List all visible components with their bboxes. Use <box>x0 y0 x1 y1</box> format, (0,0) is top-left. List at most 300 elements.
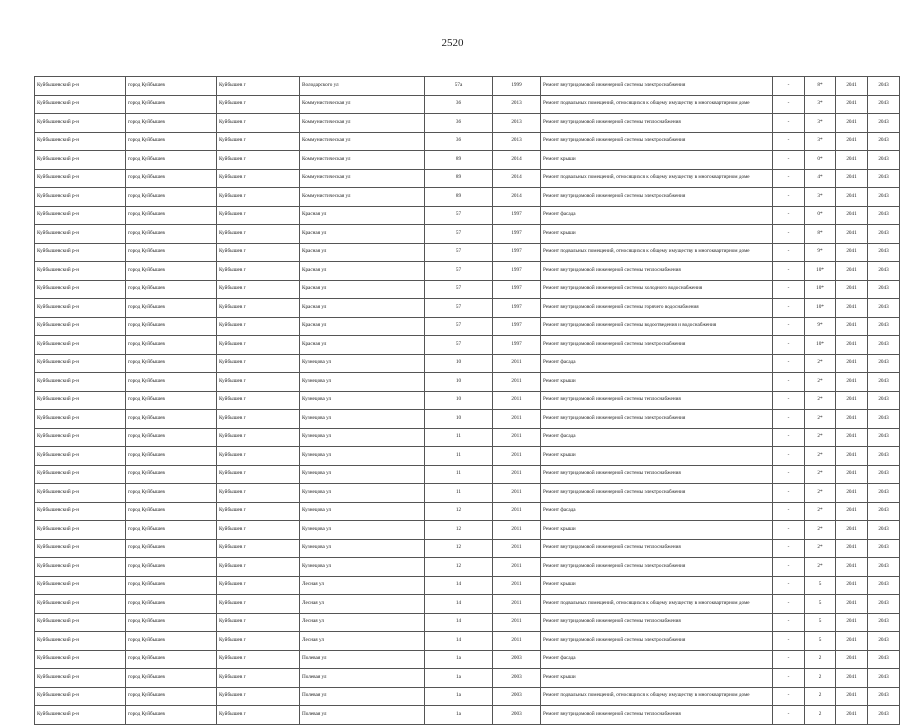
street-cell: Красная ул <box>300 299 425 318</box>
work-type-cell: Ремонт внутридомовой инженерной системы электроснабжения <box>541 410 773 429</box>
work-type-cell: Ремонт крыши <box>541 447 773 466</box>
house-number-cell: 10 <box>425 410 493 429</box>
city-district-cell: город Куйбышев <box>126 632 217 651</box>
house-number-cell: 11 <box>425 465 493 484</box>
build-year-cell: 2011 <box>493 558 541 577</box>
term-cell: 2* <box>805 447 836 466</box>
house-number-cell: 57 <box>425 243 493 262</box>
term-cell: 8* <box>805 77 836 96</box>
street-cell: Кузнецова ул <box>300 465 425 484</box>
work-type-cell: Ремонт внутридомовой инженерной системы электроснабжения <box>541 484 773 503</box>
house-number-cell: 57 <box>425 225 493 244</box>
street-cell: Красная ул <box>300 243 425 262</box>
dash-cell: - <box>773 484 805 503</box>
municipality-cell: Куйбышевский р-н <box>35 669 126 688</box>
street-cell: Кузнецова ул <box>300 558 425 577</box>
period-start-cell: 2041 <box>836 706 868 725</box>
locality-cell: Куйбышев г <box>217 391 300 410</box>
work-type-cell: Ремонт внутридомовой инженерной системы теплоснабжения <box>541 114 773 133</box>
dash-cell: - <box>773 262 805 281</box>
period-start-cell: 2041 <box>836 114 868 133</box>
period-start-cell: 2041 <box>836 576 868 595</box>
work-type-cell: Ремонт внутридомовой инженерной системы электроснабжения <box>541 132 773 151</box>
period-start-cell: 2041 <box>836 354 868 373</box>
municipality-cell: Куйбышевский р-н <box>35 502 126 521</box>
period-end-cell: 2043 <box>868 77 900 96</box>
period-end-cell: 2043 <box>868 410 900 429</box>
period-start-cell: 2041 <box>836 373 868 392</box>
city-district-cell: город Куйбышев <box>126 687 217 706</box>
build-year-cell: 2011 <box>493 613 541 632</box>
term-cell: 2* <box>805 373 836 392</box>
build-year-cell: 1997 <box>493 280 541 299</box>
dash-cell: - <box>773 169 805 188</box>
build-year-cell: 2014 <box>493 188 541 207</box>
table-row <box>35 243 900 262</box>
build-year-cell: 2013 <box>493 95 541 114</box>
term-cell: 2* <box>805 465 836 484</box>
city-district-cell: город Куйбышев <box>126 669 217 688</box>
dash-cell: - <box>773 706 805 725</box>
city-district-cell: город Куйбышев <box>126 706 217 725</box>
build-year-cell: 1997 <box>493 206 541 225</box>
period-end-cell: 2043 <box>868 280 900 299</box>
locality-cell: Куйбышев г <box>217 243 300 262</box>
street-cell: Лесная ул <box>300 595 425 614</box>
street-cell: Коммунистическая ул <box>300 95 425 114</box>
street-cell: Володарского ул <box>300 77 425 96</box>
table-row <box>35 502 900 521</box>
city-district-cell: город Куйбышев <box>126 539 217 558</box>
street-cell: Красная ул <box>300 336 425 355</box>
work-type-cell: Ремонт фасада <box>541 206 773 225</box>
period-start-cell: 2041 <box>836 613 868 632</box>
build-year-cell: 2014 <box>493 169 541 188</box>
table-row <box>35 151 900 170</box>
dash-cell: - <box>773 428 805 447</box>
house-number-cell: 57 <box>425 299 493 318</box>
work-type-cell: Ремонт внутридомовой инженерной системы теплоснабжения <box>541 465 773 484</box>
period-end-cell: 2043 <box>868 447 900 466</box>
municipality-cell: Куйбышевский р-н <box>35 687 126 706</box>
period-start-cell: 2041 <box>836 669 868 688</box>
house-number-cell: 89 <box>425 169 493 188</box>
build-year-cell: 1997 <box>493 243 541 262</box>
period-end-cell: 2043 <box>868 613 900 632</box>
municipality-cell: Куйбышевский р-н <box>35 576 126 595</box>
table-row <box>35 613 900 632</box>
municipality-cell: Куйбышевский р-н <box>35 132 126 151</box>
build-year-cell: 2011 <box>493 354 541 373</box>
period-end-cell: 2043 <box>868 484 900 503</box>
period-start-cell: 2041 <box>836 428 868 447</box>
work-type-cell: Ремонт внутридомовой инженерной системы электроснабжения <box>541 77 773 96</box>
work-type-cell: Ремонт внутридомовой инженерной системы водоотведения и водоснабжения <box>541 317 773 336</box>
build-year-cell: 2011 <box>493 391 541 410</box>
term-cell: 2* <box>805 354 836 373</box>
dash-cell: - <box>773 669 805 688</box>
term-cell: 3* <box>805 95 836 114</box>
street-cell: Кузнецова ул <box>300 447 425 466</box>
house-number-cell: 14 <box>425 613 493 632</box>
period-end-cell: 2043 <box>868 132 900 151</box>
work-type-cell: Ремонт фасада <box>541 428 773 447</box>
table-row <box>35 299 900 318</box>
period-start-cell: 2041 <box>836 502 868 521</box>
term-cell: 5 <box>805 632 836 651</box>
city-district-cell: город Куйбышев <box>126 77 217 96</box>
locality-cell: Куйбышев г <box>217 299 300 318</box>
build-year-cell: 1999 <box>493 77 541 96</box>
locality-cell: Куйбышев г <box>217 95 300 114</box>
street-cell: Полевая ул <box>300 706 425 725</box>
period-end-cell: 2043 <box>868 95 900 114</box>
municipality-cell: Куйбышевский р-н <box>35 428 126 447</box>
city-district-cell: город Куйбышев <box>126 114 217 133</box>
build-year-cell: 1997 <box>493 225 541 244</box>
house-number-cell: 11 <box>425 428 493 447</box>
dash-cell: - <box>773 132 805 151</box>
city-district-cell: город Куйбышев <box>126 243 217 262</box>
street-cell: Кузнецова ул <box>300 391 425 410</box>
locality-cell: Куйбышев г <box>217 650 300 669</box>
work-type-cell: Ремонт фасада <box>541 354 773 373</box>
work-type-cell: Ремонт крыши <box>541 576 773 595</box>
table-row <box>35 280 900 299</box>
build-year-cell: 1997 <box>493 299 541 318</box>
city-district-cell: город Куйбышев <box>126 595 217 614</box>
work-type-cell: Ремонт подвальных помещений, относящихся к общему имуществу в многоквартирном доме <box>541 595 773 614</box>
build-year-cell: 2011 <box>493 576 541 595</box>
term-cell: 2* <box>805 521 836 540</box>
dash-cell: - <box>773 317 805 336</box>
street-cell: Коммунистическая ул <box>300 114 425 133</box>
table-row <box>35 188 900 207</box>
city-district-cell: город Куйбышев <box>126 428 217 447</box>
municipality-cell: Куйбышевский р-н <box>35 151 126 170</box>
house-number-cell: 57 <box>425 280 493 299</box>
term-cell: 5 <box>805 576 836 595</box>
locality-cell: Куйбышев г <box>217 336 300 355</box>
work-type-cell: Ремонт фасада <box>541 650 773 669</box>
term-cell: 5 <box>805 595 836 614</box>
build-year-cell: 2011 <box>493 595 541 614</box>
municipality-cell: Куйбышевский р-н <box>35 558 126 577</box>
locality-cell: Куйбышев г <box>217 613 300 632</box>
dash-cell: - <box>773 336 805 355</box>
table-row <box>35 539 900 558</box>
municipality-cell: Куйбышевский р-н <box>35 77 126 96</box>
municipality-cell: Куйбышевский р-н <box>35 447 126 466</box>
table-row <box>35 206 900 225</box>
street-cell: Красная ул <box>300 262 425 281</box>
build-year-cell: 2011 <box>493 410 541 429</box>
dash-cell: - <box>773 613 805 632</box>
term-cell: 8* <box>805 225 836 244</box>
period-end-cell: 2043 <box>868 114 900 133</box>
register-table <box>34 76 900 725</box>
municipality-cell: Куйбышевский р-н <box>35 225 126 244</box>
municipality-cell: Куйбышевский р-н <box>35 410 126 429</box>
term-cell: 2 <box>805 650 836 669</box>
city-district-cell: город Куйбышев <box>126 484 217 503</box>
city-district-cell: город Куйбышев <box>126 576 217 595</box>
period-end-cell: 2043 <box>868 706 900 725</box>
house-number-cell: 57 <box>425 206 493 225</box>
locality-cell: Куйбышев г <box>217 502 300 521</box>
term-cell: 10* <box>805 262 836 281</box>
term-cell: 2* <box>805 428 836 447</box>
municipality-cell: Куйбышевский р-н <box>35 521 126 540</box>
work-type-cell: Ремонт внутридомовой инженерной системы электроснабжения <box>541 632 773 651</box>
period-end-cell: 2043 <box>868 391 900 410</box>
build-year-cell: 2003 <box>493 669 541 688</box>
dash-cell: - <box>773 632 805 651</box>
build-year-cell: 2011 <box>493 484 541 503</box>
house-number-cell: 57 <box>425 262 493 281</box>
street-cell: Красная ул <box>300 225 425 244</box>
locality-cell: Куйбышев г <box>217 354 300 373</box>
house-number-cell: 14 <box>425 576 493 595</box>
work-type-cell: Ремонт внутридомовой инженерной системы теплоснабжения <box>541 262 773 281</box>
city-district-cell: город Куйбышев <box>126 262 217 281</box>
build-year-cell: 2011 <box>493 465 541 484</box>
work-type-cell: Ремонт крыши <box>541 225 773 244</box>
street-cell: Кузнецова ул <box>300 410 425 429</box>
work-type-cell: Ремонт подвальных помещений, относящихся к общему имуществу в многоквартирном доме <box>541 169 773 188</box>
dash-cell: - <box>773 151 805 170</box>
build-year-cell: 2011 <box>493 373 541 392</box>
term-cell: 2* <box>805 410 836 429</box>
dash-cell: - <box>773 576 805 595</box>
city-district-cell: город Куйбышев <box>126 354 217 373</box>
street-cell: Лесная ул <box>300 632 425 651</box>
build-year-cell: 1997 <box>493 336 541 355</box>
street-cell: Кузнецова ул <box>300 484 425 503</box>
period-end-cell: 2043 <box>868 465 900 484</box>
work-type-cell: Ремонт внутридомовой инженерной системы электроснабжения <box>541 336 773 355</box>
period-end-cell: 2043 <box>868 317 900 336</box>
locality-cell: Куйбышев г <box>217 706 300 725</box>
city-district-cell: город Куйбышев <box>126 151 217 170</box>
period-end-cell: 2043 <box>868 632 900 651</box>
house-number-cell: 57 <box>425 336 493 355</box>
term-cell: 2* <box>805 391 836 410</box>
period-end-cell: 2043 <box>868 576 900 595</box>
street-cell: Лесная ул <box>300 613 425 632</box>
term-cell: 2 <box>805 669 836 688</box>
house-number-cell: 1а <box>425 650 493 669</box>
table-row <box>35 706 900 725</box>
period-start-cell: 2041 <box>836 336 868 355</box>
table-row <box>35 373 900 392</box>
table-row <box>35 484 900 503</box>
city-district-cell: город Куйбышев <box>126 336 217 355</box>
dash-cell: - <box>773 188 805 207</box>
period-start-cell: 2041 <box>836 317 868 336</box>
house-number-cell: 11 <box>425 484 493 503</box>
dash-cell: - <box>773 465 805 484</box>
city-district-cell: город Куйбышев <box>126 391 217 410</box>
period-end-cell: 2043 <box>868 669 900 688</box>
municipality-cell: Куйбышевский р-н <box>35 391 126 410</box>
street-cell: Полевая ул <box>300 687 425 706</box>
house-number-cell: 57 <box>425 317 493 336</box>
period-start-cell: 2041 <box>836 243 868 262</box>
table-row <box>35 632 900 651</box>
locality-cell: Куйбышев г <box>217 225 300 244</box>
period-start-cell: 2041 <box>836 410 868 429</box>
house-number-cell: 89 <box>425 151 493 170</box>
street-cell: Лесная ул <box>300 576 425 595</box>
work-type-cell: Ремонт внутридомовой инженерной системы электроснабжения <box>541 558 773 577</box>
table-row <box>35 317 900 336</box>
period-end-cell: 2043 <box>868 428 900 447</box>
period-end-cell: 2043 <box>868 206 900 225</box>
build-year-cell: 2011 <box>493 521 541 540</box>
period-end-cell: 2043 <box>868 650 900 669</box>
period-end-cell: 2043 <box>868 188 900 207</box>
table-row <box>35 576 900 595</box>
locality-cell: Куйбышев г <box>217 465 300 484</box>
term-cell: 0* <box>805 151 836 170</box>
term-cell: 2 <box>805 706 836 725</box>
build-year-cell: 2003 <box>493 687 541 706</box>
period-end-cell: 2043 <box>868 373 900 392</box>
locality-cell: Куйбышев г <box>217 114 300 133</box>
work-type-cell: Ремонт крыши <box>541 373 773 392</box>
locality-cell: Куйбышев г <box>217 188 300 207</box>
locality-cell: Куйбышев г <box>217 77 300 96</box>
term-cell: 2* <box>805 539 836 558</box>
street-cell: Кузнецова ул <box>300 502 425 521</box>
period-start-cell: 2041 <box>836 169 868 188</box>
work-type-cell: Ремонт внутридомовой инженерной системы теплоснабжения <box>541 706 773 725</box>
municipality-cell: Куйбышевский р-н <box>35 336 126 355</box>
table-row <box>35 114 900 133</box>
house-number-cell: 1а <box>425 669 493 688</box>
city-district-cell: город Куйбышев <box>126 373 217 392</box>
period-start-cell: 2041 <box>836 447 868 466</box>
city-district-cell: город Куйбышев <box>126 410 217 429</box>
term-cell: 2* <box>805 558 836 577</box>
municipality-cell: Куйбышевский р-н <box>35 299 126 318</box>
work-type-cell: Ремонт внутридомовой инженерной системы электроснабжения <box>541 188 773 207</box>
period-end-cell: 2043 <box>868 336 900 355</box>
term-cell: 2* <box>805 502 836 521</box>
street-cell: Красная ул <box>300 206 425 225</box>
table-row <box>35 410 900 429</box>
house-number-cell: 12 <box>425 558 493 577</box>
city-district-cell: город Куйбышев <box>126 465 217 484</box>
city-district-cell: город Куйбышев <box>126 317 217 336</box>
locality-cell: Куйбышев г <box>217 169 300 188</box>
city-district-cell: город Куйбышев <box>126 502 217 521</box>
municipality-cell: Куйбышевский р-н <box>35 484 126 503</box>
street-cell: Коммунистическая ул <box>300 188 425 207</box>
locality-cell: Куйбышев г <box>217 262 300 281</box>
dash-cell: - <box>773 354 805 373</box>
locality-cell: Куйбышев г <box>217 206 300 225</box>
period-start-cell: 2041 <box>836 77 868 96</box>
period-start-cell: 2041 <box>836 206 868 225</box>
period-start-cell: 2041 <box>836 132 868 151</box>
house-number-cell: 1а <box>425 706 493 725</box>
dash-cell: - <box>773 558 805 577</box>
term-cell: 0* <box>805 206 836 225</box>
table-row <box>35 262 900 281</box>
period-end-cell: 2043 <box>868 687 900 706</box>
period-end-cell: 2043 <box>868 558 900 577</box>
period-start-cell: 2041 <box>836 595 868 614</box>
term-cell: 2* <box>805 484 836 503</box>
locality-cell: Куйбышев г <box>217 595 300 614</box>
house-number-cell: 57а <box>425 77 493 96</box>
house-number-cell: 1а <box>425 687 493 706</box>
period-start-cell: 2041 <box>836 650 868 669</box>
work-type-cell: Ремонт внутридомовой инженерной системы холодного водоснабжения <box>541 280 773 299</box>
municipality-cell: Куйбышевский р-н <box>35 188 126 207</box>
table-row <box>35 465 900 484</box>
period-end-cell: 2043 <box>868 539 900 558</box>
build-year-cell: 2011 <box>493 447 541 466</box>
street-cell: Красная ул <box>300 317 425 336</box>
term-cell: 10* <box>805 336 836 355</box>
term-cell: 10* <box>805 280 836 299</box>
city-district-cell: город Куйбышев <box>126 95 217 114</box>
period-start-cell: 2041 <box>836 521 868 540</box>
work-type-cell: Ремонт внутридомовой инженерной системы горячего водоснабжения <box>541 299 773 318</box>
street-cell: Красная ул <box>300 280 425 299</box>
municipality-cell: Куйбышевский р-н <box>35 650 126 669</box>
locality-cell: Куйбышев г <box>217 317 300 336</box>
term-cell: 9* <box>805 243 836 262</box>
dash-cell: - <box>773 447 805 466</box>
work-type-cell: Ремонт внутридомовой инженерной системы теплоснабжения <box>541 613 773 632</box>
term-cell: 10* <box>805 299 836 318</box>
house-number-cell: 89 <box>425 188 493 207</box>
house-number-cell: 14 <box>425 632 493 651</box>
work-type-cell: Ремонт крыши <box>541 521 773 540</box>
dash-cell: - <box>773 410 805 429</box>
term-cell: 3* <box>805 114 836 133</box>
city-district-cell: город Куйбышев <box>126 132 217 151</box>
build-year-cell: 2003 <box>493 706 541 725</box>
dash-cell: - <box>773 280 805 299</box>
period-start-cell: 2041 <box>836 280 868 299</box>
municipality-cell: Куйбышевский р-н <box>35 465 126 484</box>
locality-cell: Куйбышев г <box>217 539 300 558</box>
period-start-cell: 2041 <box>836 558 868 577</box>
build-year-cell: 2014 <box>493 151 541 170</box>
street-cell: Кузнецова ул <box>300 539 425 558</box>
municipality-cell: Куйбышевский р-н <box>35 595 126 614</box>
period-end-cell: 2043 <box>868 354 900 373</box>
period-start-cell: 2041 <box>836 484 868 503</box>
period-end-cell: 2043 <box>868 243 900 262</box>
period-end-cell: 2043 <box>868 299 900 318</box>
work-type-cell: Ремонт фасада <box>541 502 773 521</box>
municipality-cell: Куйбышевский р-н <box>35 169 126 188</box>
table-row <box>35 225 900 244</box>
locality-cell: Куйбышев г <box>217 521 300 540</box>
locality-cell: Куйбышев г <box>217 687 300 706</box>
term-cell: 3* <box>805 188 836 207</box>
house-number-cell: 12 <box>425 539 493 558</box>
locality-cell: Куйбышев г <box>217 484 300 503</box>
dash-cell: - <box>773 206 805 225</box>
municipality-cell: Куйбышевский р-н <box>35 280 126 299</box>
